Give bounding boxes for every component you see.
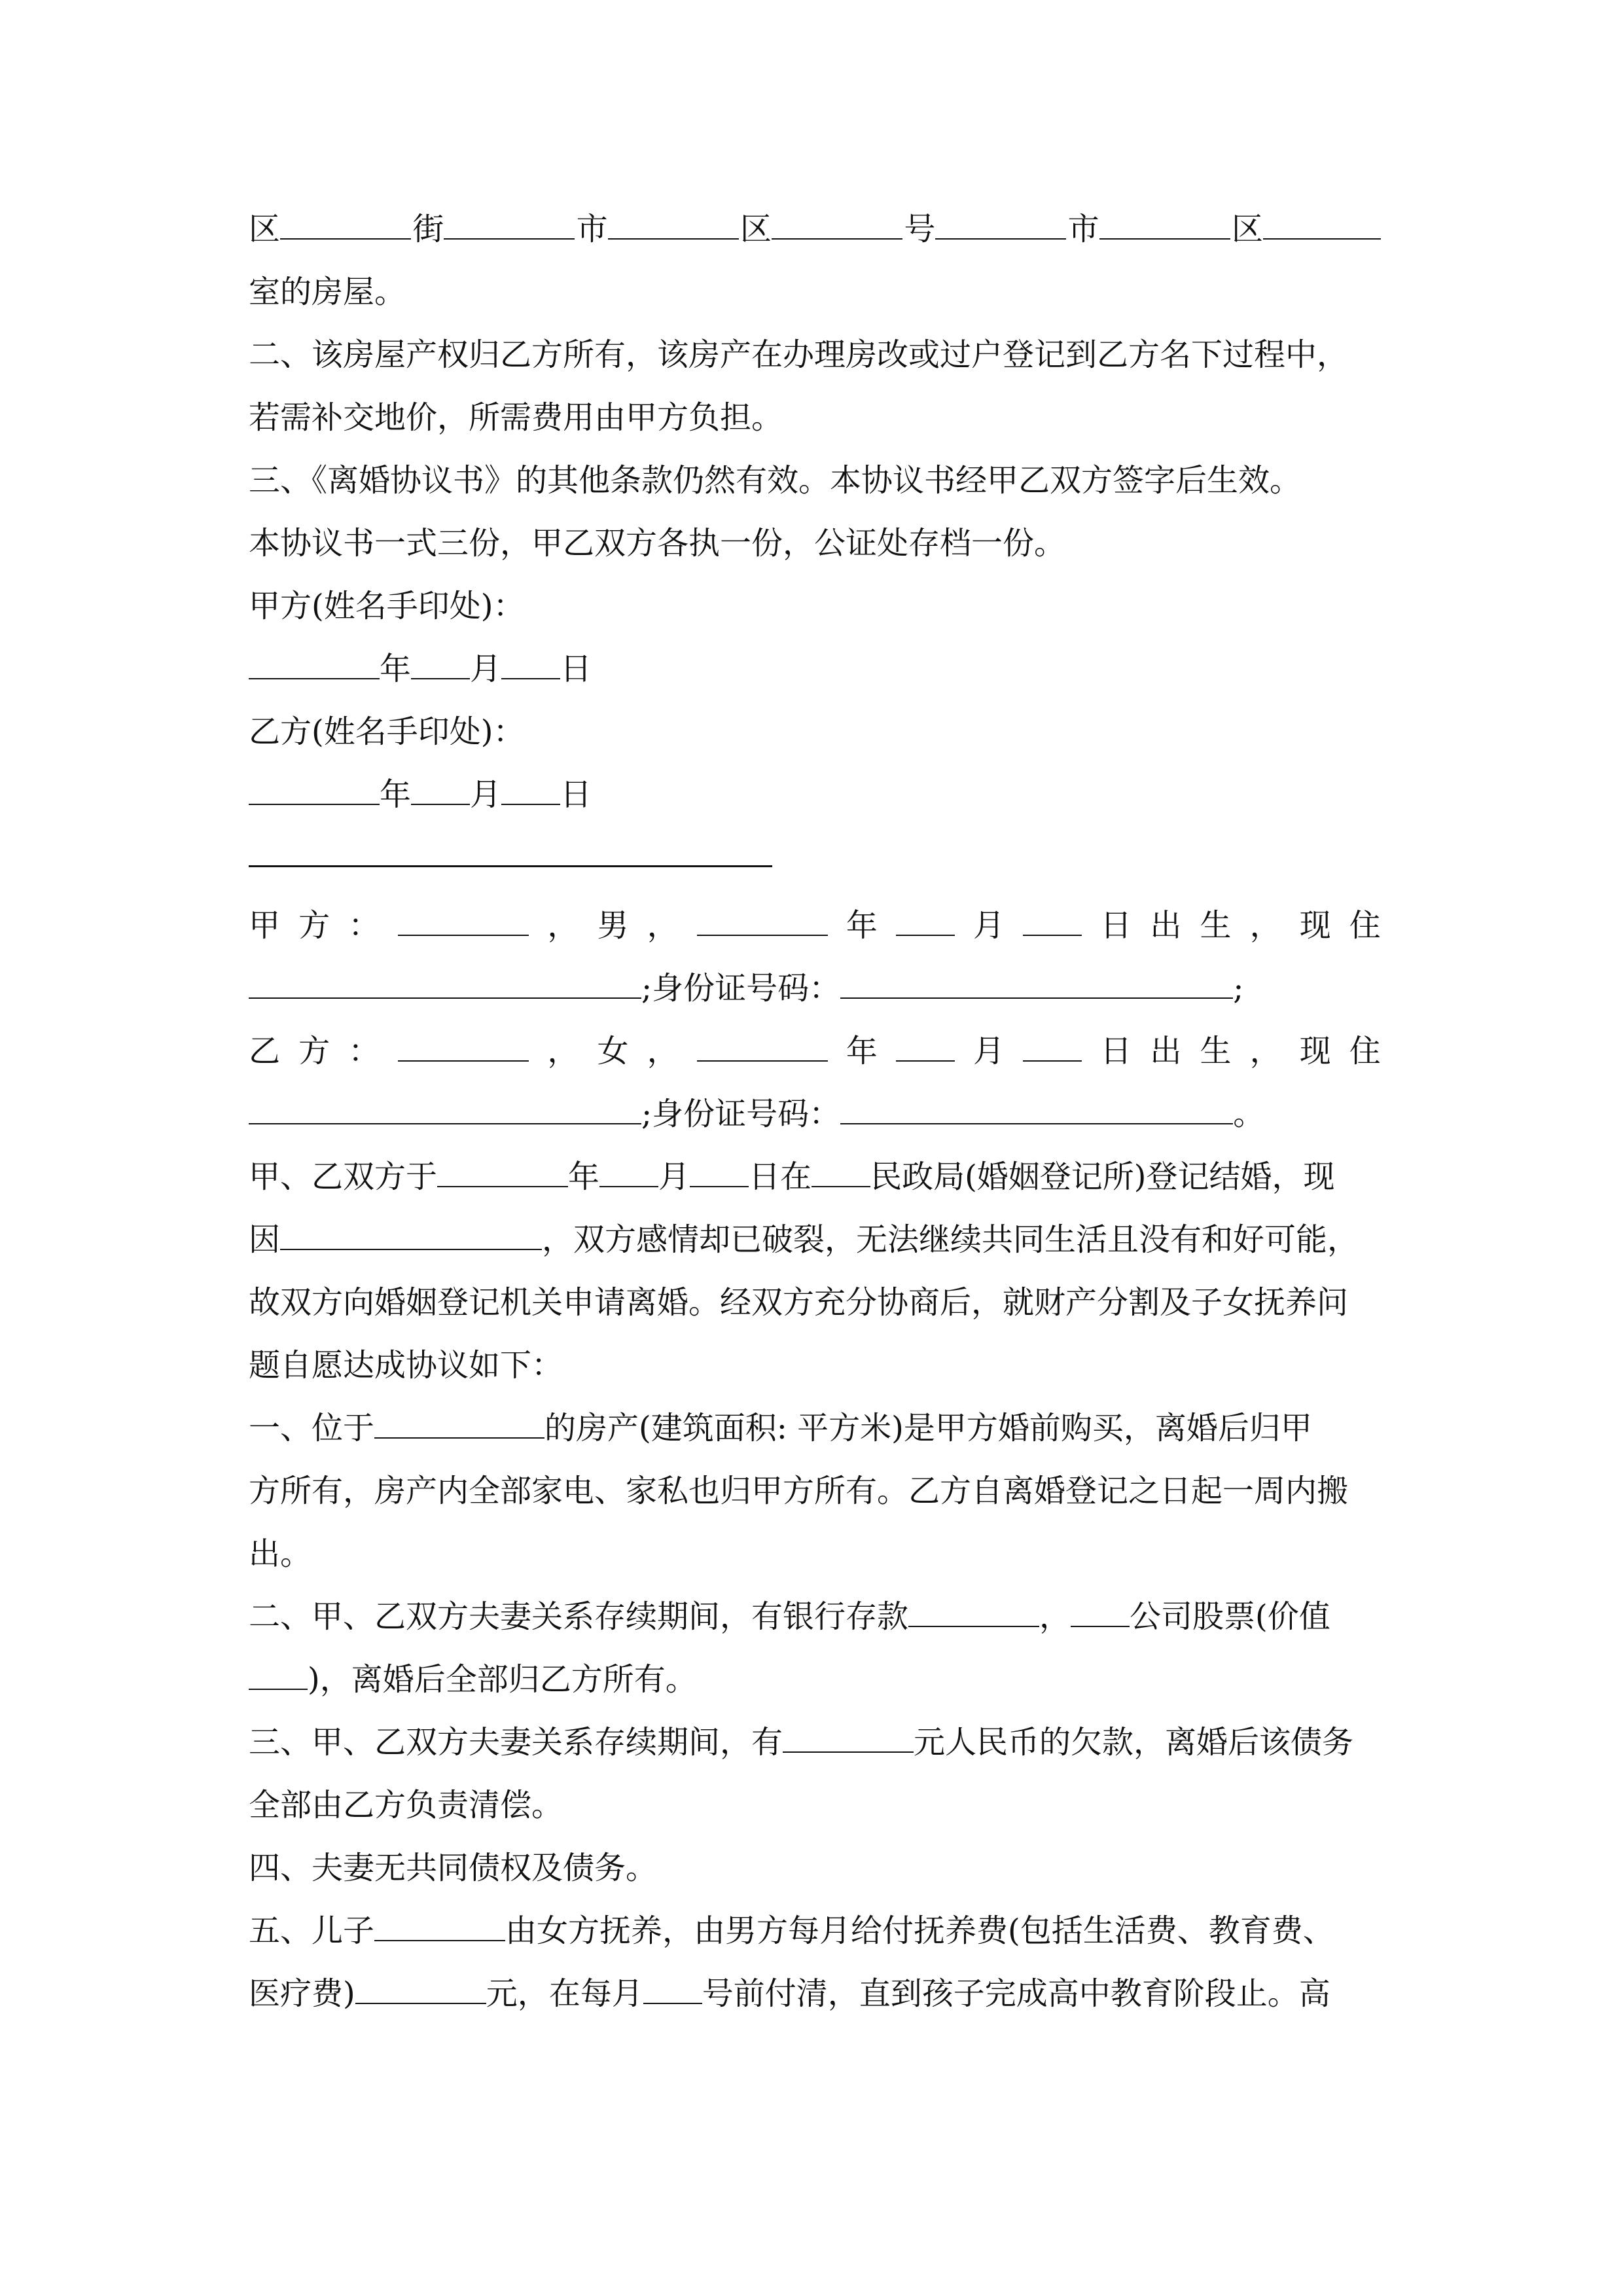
year-blank[interactable] [249, 778, 380, 805]
text-line: 三、《离婚协议书》的其他条款仍然有效。本协议书经甲乙双方签字后生效。 [249, 462, 1302, 499]
party-a-line: 甲 方 ： ， 男 ， 年 月 日 出 生 ， 现 住 [249, 905, 1381, 946]
clause-2-line: 二、甲、乙双方夫妻关系存续期间，有银行存款 ， 公司股票(价值 [249, 1598, 1330, 1635]
clause-5-cont: 医疗费) 元，在每月 号前付清，直到孩子完成高中教育阶段止。高 [249, 1975, 1330, 2012]
month-blank[interactable] [411, 652, 470, 679]
year-blank[interactable] [697, 908, 828, 936]
party-b-signature-label: 乙方(姓名手印处)： [249, 713, 525, 750]
marriage-line: 甲、乙双方于 年 月 日在 民政局(婚姻登记所)登记结婚，现 [249, 1158, 1335, 1195]
text-line: 本协议书一式三份，甲乙双方各执一份，公证处存档一份。 [249, 525, 1066, 562]
text-line: 方所有，房产内全部家电、家私也归甲方所有。乙方自离婚登记之日起一周内搬 [249, 1473, 1349, 1509]
address-line [249, 208, 1381, 250]
year-blank[interactable] [697, 1034, 828, 1062]
month-blank[interactable] [411, 778, 470, 805]
property-location-blank[interactable] [374, 1411, 544, 1439]
party-a-id-line: ;身份证号码： ; [249, 967, 1381, 1009]
name-blank[interactable] [398, 1034, 529, 1062]
day-blank[interactable] [1023, 1034, 1082, 1062]
reason-blank[interactable] [280, 1223, 542, 1250]
clause-5-line: 五、儿子 由女方抚养，由男方每月给付抚养费(包括生活费、教育费、 [249, 1912, 1334, 1949]
text-line: 二、该房屋产权归乙方所有，该房产在办理房改或过户登记到乙方名下过程中， [249, 336, 1349, 373]
address-part: 市 [576, 211, 608, 247]
support-amount-blank[interactable] [355, 1977, 486, 2004]
address-part: 市 [1067, 211, 1099, 247]
text-line: 室的房屋。 [249, 274, 406, 310]
address-part: 号 [904, 211, 936, 247]
gender-label: 男 [597, 907, 629, 944]
month-blank[interactable] [599, 1160, 658, 1187]
address-part: 街 [412, 211, 444, 247]
company-blank[interactable] [1071, 1600, 1130, 1627]
id-number-blank[interactable] [840, 1097, 1233, 1124]
text-line: 题自愿达成协议如下： [249, 1347, 563, 1384]
blank-field[interactable] [935, 212, 1066, 240]
text-line: 全部由乙方负责清偿。 [249, 1787, 563, 1823]
party-b-id-line: ;身份证号码： 。 [249, 1093, 1381, 1135]
stock-value-blank[interactable] [249, 1662, 308, 1690]
pay-day-blank[interactable] [643, 1977, 702, 2004]
party-b-date: 年 月 日 [249, 774, 1381, 816]
address-blank[interactable] [249, 971, 641, 999]
year-blank[interactable] [437, 1160, 568, 1187]
address-part: 区 [740, 211, 772, 247]
day-blank[interactable] [690, 1160, 749, 1187]
bureau-blank[interactable] [812, 1160, 870, 1187]
month-blank[interactable] [896, 908, 955, 936]
blank-field[interactable] [280, 212, 411, 240]
blank-field[interactable] [444, 212, 575, 240]
address-part: 区 [1231, 211, 1263, 247]
text-line: 若需补交地价，所需费用由甲方负担。 [249, 399, 783, 436]
address-blank[interactable] [249, 1097, 641, 1124]
day-blank[interactable] [1023, 908, 1082, 936]
month-blank[interactable] [896, 1034, 955, 1062]
son-name-blank[interactable] [374, 1914, 505, 1941]
party-b-line: 乙 方 ： ， 女 ， 年 月 日 出 生 ， 现 住 [249, 1030, 1381, 1072]
text-line: 出。 [249, 1535, 312, 1572]
debt-amount-blank[interactable] [783, 1725, 914, 1753]
day-blank[interactable] [501, 652, 560, 679]
address-part: 区 [249, 211, 281, 247]
year-blank[interactable] [249, 652, 380, 679]
clause-2-cont: )，离婚后全部归乙方所有。 [249, 1659, 1381, 1700]
id-number-blank[interactable] [840, 971, 1233, 999]
party-a-signature-label: 甲方(姓名手印处)： [249, 588, 525, 624]
blank-field[interactable] [772, 212, 902, 240]
blank-field[interactable] [1263, 212, 1381, 240]
name-blank[interactable] [398, 908, 529, 936]
day-blank[interactable] [501, 778, 560, 805]
clause-3-line: 三、甲、乙双方夫妻关系存续期间，有 元人民币的欠款，离婚后该债务 [249, 1724, 1354, 1761]
clause-4-line: 四、夫妻无共同债权及债务。 [249, 1850, 658, 1886]
text-line: 故双方向婚姻登记机关申请离婚。经双方充分协商后，就财产分割及子女抚养问 [249, 1284, 1349, 1321]
section-divider [249, 865, 772, 867]
reason-line: 因 ，双方感情却已破裂，无法继续共同生活且没有和好可能， [249, 1221, 1359, 1258]
blank-field[interactable] [1099, 212, 1230, 240]
blank-field[interactable] [608, 212, 739, 240]
party-a-date: 年 月 日 [249, 648, 1381, 690]
clause-1-line: 一、位于 的房产(建筑面积: 平方米)是甲方婚前购买，离婚后归甲 [249, 1410, 1312, 1446]
gender-label: 女 [597, 1033, 629, 1069]
deposit-blank[interactable] [908, 1600, 1039, 1627]
